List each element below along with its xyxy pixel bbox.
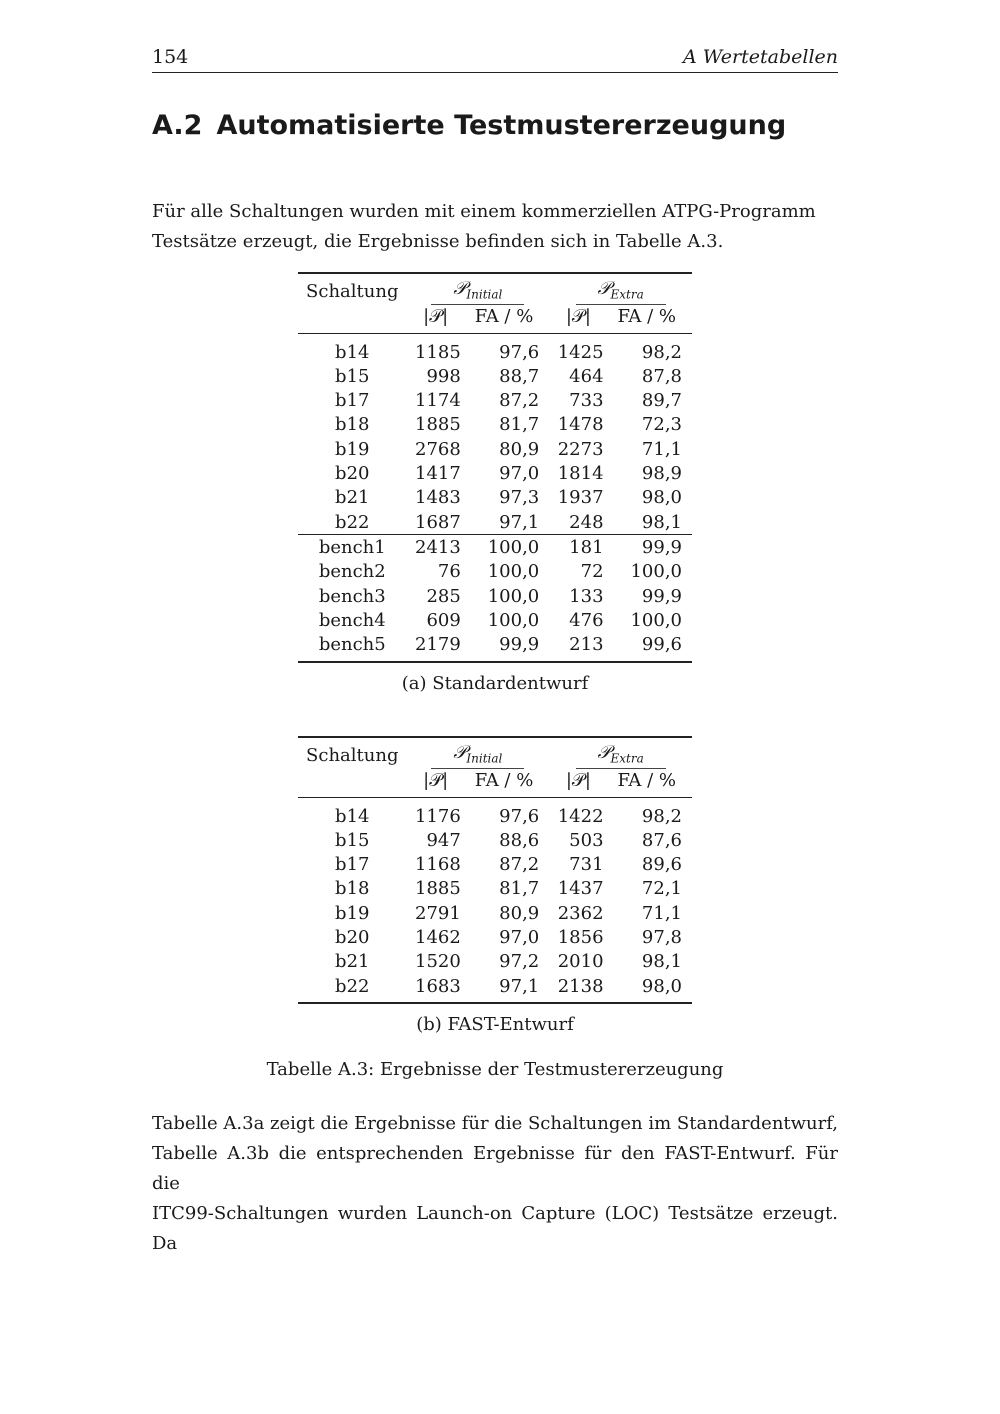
cell-pe: 72: [580, 561, 604, 583]
cell-fae: 98,0: [608, 974, 692, 1003]
table-row: [298, 413, 692, 437]
cell-name: bench3: [318, 585, 386, 607]
cell-fai: 100,0: [465, 535, 549, 560]
cell-fai: 97,1: [465, 974, 549, 1003]
cell-fae: 89,7: [641, 390, 682, 412]
cell-fai: 97,0: [499, 927, 540, 949]
cell-name: b21: [335, 487, 370, 509]
table-row: [298, 828, 692, 852]
cell-fae: 89,6: [641, 854, 682, 876]
table-caption: Tabelle A.3: Ergebnisse der Testmustererzeugung: [266, 1059, 724, 1080]
cell-name: b21: [335, 951, 370, 973]
col-header-count: |𝒫|: [549, 769, 607, 798]
cell-fai: 80,9: [499, 438, 540, 460]
cell-pi: 76: [437, 561, 461, 583]
cell-fae: 98,9: [641, 463, 682, 485]
cell-pi: 2413: [407, 535, 465, 560]
cell-pe: 503: [569, 829, 604, 851]
section-title: Automatisierte Testmustererzeugung: [216, 110, 787, 141]
cell-name: b22: [335, 511, 370, 533]
group-header-initial: 𝒫$_{Initial}$: [407, 273, 550, 305]
cell-pi: 2791: [415, 902, 461, 924]
cell-fai: 97,6: [499, 341, 540, 363]
table-b-caption: (b) FAST-Entwurf: [416, 1014, 574, 1036]
page-number: 154: [152, 46, 189, 68]
table-row: [298, 974, 692, 1003]
group-header-initial: 𝒫$_{Initial}$: [407, 737, 550, 769]
table-row: [298, 877, 692, 901]
running-header: [152, 46, 838, 73]
cell-fae: 98,1: [641, 951, 682, 973]
cell-fae: 99,9: [608, 535, 692, 560]
cell-fae: 100,0: [630, 609, 682, 631]
outro-body: Tabelle A.3a zeigt die Ergebnisse für die Schaltungen im Standardentwurf, Tabelle A.3b die entsprechenden Ergebnisse für den FAST-Entwurf. Für die: [152, 1113, 838, 1194]
cell-name: b17: [335, 390, 370, 412]
cell-fai: 97,2: [499, 951, 540, 973]
cell-fae: 72,1: [641, 878, 682, 900]
cell-fai: 81,7: [499, 414, 540, 436]
table-row: [298, 535, 692, 560]
col-header-count: |𝒫|: [407, 305, 465, 334]
cell-fai: 88,6: [499, 829, 540, 851]
cell-pe: 733: [569, 390, 604, 412]
col-header-count: |𝒫|: [407, 769, 465, 798]
cell-name: b14: [335, 341, 370, 363]
cell-pi: 1885: [415, 878, 461, 900]
col-header-count: |𝒫|: [549, 305, 607, 334]
table-row: [298, 388, 692, 412]
cell-pi: 1176: [415, 805, 461, 827]
cell-fai: 100,0: [487, 609, 540, 631]
cell-fai: 100,0: [487, 585, 540, 607]
col-header-fa: FA / %: [608, 305, 692, 334]
cell-pi: 1885: [415, 414, 461, 436]
cell-fai: 99,9: [465, 632, 549, 661]
intro-paragraph: Für alle Schaltungen wurden mit einem kommerziellen ATPG-Programm Testsätze erzeugt, die Ergebnisse befinden sich in Tabelle A.3.: [152, 201, 816, 252]
table-b-grid: [298, 736, 692, 1004]
col-header-fa: FA / %: [608, 769, 692, 798]
table-a-caption: (a) Standardentwurf: [401, 672, 589, 694]
col-header-circuit: Schaltung: [298, 737, 407, 769]
chapter-title: A Wertetabellen: [683, 46, 838, 68]
cell-fae: 71,1: [641, 902, 682, 924]
table-a: [298, 272, 692, 694]
cell-pi: 285: [426, 585, 461, 607]
cell-pe: 2138: [549, 974, 607, 1003]
cell-pi: 1462: [415, 927, 461, 949]
table-row: [298, 632, 692, 661]
cell-pi: 609: [426, 609, 461, 631]
table-a-grid: [298, 272, 692, 663]
cell-pe: 1814: [557, 463, 604, 485]
cell-pe: 2010: [557, 951, 604, 973]
cell-fai: 81,7: [499, 878, 540, 900]
cell-pe: 213: [549, 632, 607, 661]
table-row: [298, 797, 692, 828]
cell-pi: 998: [426, 365, 461, 387]
cell-pe: 731: [569, 854, 604, 876]
cell-fae: 99,9: [641, 585, 682, 607]
cell-pe: 1425: [557, 341, 604, 363]
cell-fae: 98,0: [641, 487, 682, 509]
cell-fae: 87,8: [641, 365, 682, 387]
cell-pe: 464: [569, 365, 604, 387]
cell-pe: 181: [549, 535, 607, 560]
cell-pi: 947: [426, 829, 461, 851]
section-number: A.2: [152, 110, 203, 141]
cell-name: b19: [335, 438, 370, 460]
cell-name: b18: [335, 414, 370, 436]
cell-pi: 1168: [415, 854, 461, 876]
cell-fai: 87,2: [499, 390, 540, 412]
col-header-fa: FA / %: [465, 305, 549, 334]
table-row: [298, 461, 692, 485]
cell-fae: 98,2: [641, 805, 682, 827]
cell-fae: 100,0: [630, 561, 682, 583]
cell-pi: 1174: [415, 390, 461, 412]
table-row: [298, 852, 692, 876]
cell-fai: 80,9: [499, 902, 540, 924]
table-row: [298, 560, 692, 584]
cell-pe: 1437: [557, 878, 604, 900]
cell-fae: 87,6: [641, 829, 682, 851]
group-header-extra: 𝒫$_{Extra}$: [549, 737, 692, 769]
section-heading: [152, 110, 786, 141]
cell-pe: 133: [569, 585, 604, 607]
table-row: [298, 510, 692, 535]
cell-pe: 1422: [557, 805, 604, 827]
cell-pi: 2768: [415, 438, 461, 460]
cell-fai: 97,3: [499, 487, 540, 509]
cell-fai: 88,7: [499, 365, 540, 387]
cell-name: bench5: [298, 632, 407, 661]
cell-pi: 1683: [407, 974, 465, 1003]
cell-name: bench1: [298, 535, 407, 560]
table-b: [298, 736, 692, 1035]
table-row: [298, 950, 692, 974]
cell-fai: 97,0: [499, 463, 540, 485]
table-row: [298, 437, 692, 461]
cell-name: b15: [335, 365, 370, 387]
cell-pi: 1185: [415, 341, 461, 363]
cell-fai: 100,0: [487, 561, 540, 583]
cell-pe: 1937: [557, 487, 604, 509]
cell-name: bench2: [318, 561, 386, 583]
cell-pi: 1687: [415, 511, 461, 533]
cell-pi: 1417: [415, 463, 461, 485]
table-row: [298, 364, 692, 388]
col-header-circuit: Schaltung: [298, 273, 407, 305]
group-header-extra: 𝒫$_{Extra}$: [549, 273, 692, 305]
table-row: [298, 584, 692, 608]
cell-fai: 87,2: [499, 854, 540, 876]
cell-name: b22: [298, 974, 407, 1003]
cell-name: bench4: [318, 609, 386, 631]
cell-pi: 1483: [415, 487, 461, 509]
col-header-fa: FA / %: [465, 769, 549, 798]
cell-name: b20: [335, 463, 370, 485]
cell-pe: 476: [569, 609, 604, 631]
cell-pe: 2273: [557, 438, 604, 460]
table-row: [298, 925, 692, 949]
cell-fae: 72,3: [641, 414, 682, 436]
cell-pe: 1856: [557, 927, 604, 949]
table-row: [298, 333, 692, 364]
cell-pe: 1478: [557, 414, 604, 436]
cell-fae: 97,8: [641, 927, 682, 949]
table-row: [298, 608, 692, 632]
cell-name: b19: [335, 902, 370, 924]
cell-fae: 98,2: [641, 341, 682, 363]
table-row: [298, 901, 692, 925]
cell-name: b15: [335, 829, 370, 851]
cell-fai: 97,6: [499, 805, 540, 827]
cell-name: b18: [335, 878, 370, 900]
cell-pe: 2362: [557, 902, 604, 924]
outro-paragraph: [152, 1109, 838, 1259]
cell-fai: 97,1: [499, 511, 540, 533]
cell-pe: 248: [569, 511, 604, 533]
cell-name: b20: [335, 927, 370, 949]
cell-name: b14: [335, 805, 370, 827]
cell-pi: 1520: [415, 951, 461, 973]
outro-last-line: ITC99-Schaltungen wurden Launch-on Capture (LOC) Testsätze erzeugt. Da: [152, 1203, 838, 1254]
cell-fae: 98,1: [641, 511, 682, 533]
cell-fae: 99,6: [608, 632, 692, 661]
table-row: [298, 486, 692, 510]
cell-fae: 71,1: [641, 438, 682, 460]
cell-name: b17: [335, 854, 370, 876]
cell-pi: 2179: [407, 632, 465, 661]
